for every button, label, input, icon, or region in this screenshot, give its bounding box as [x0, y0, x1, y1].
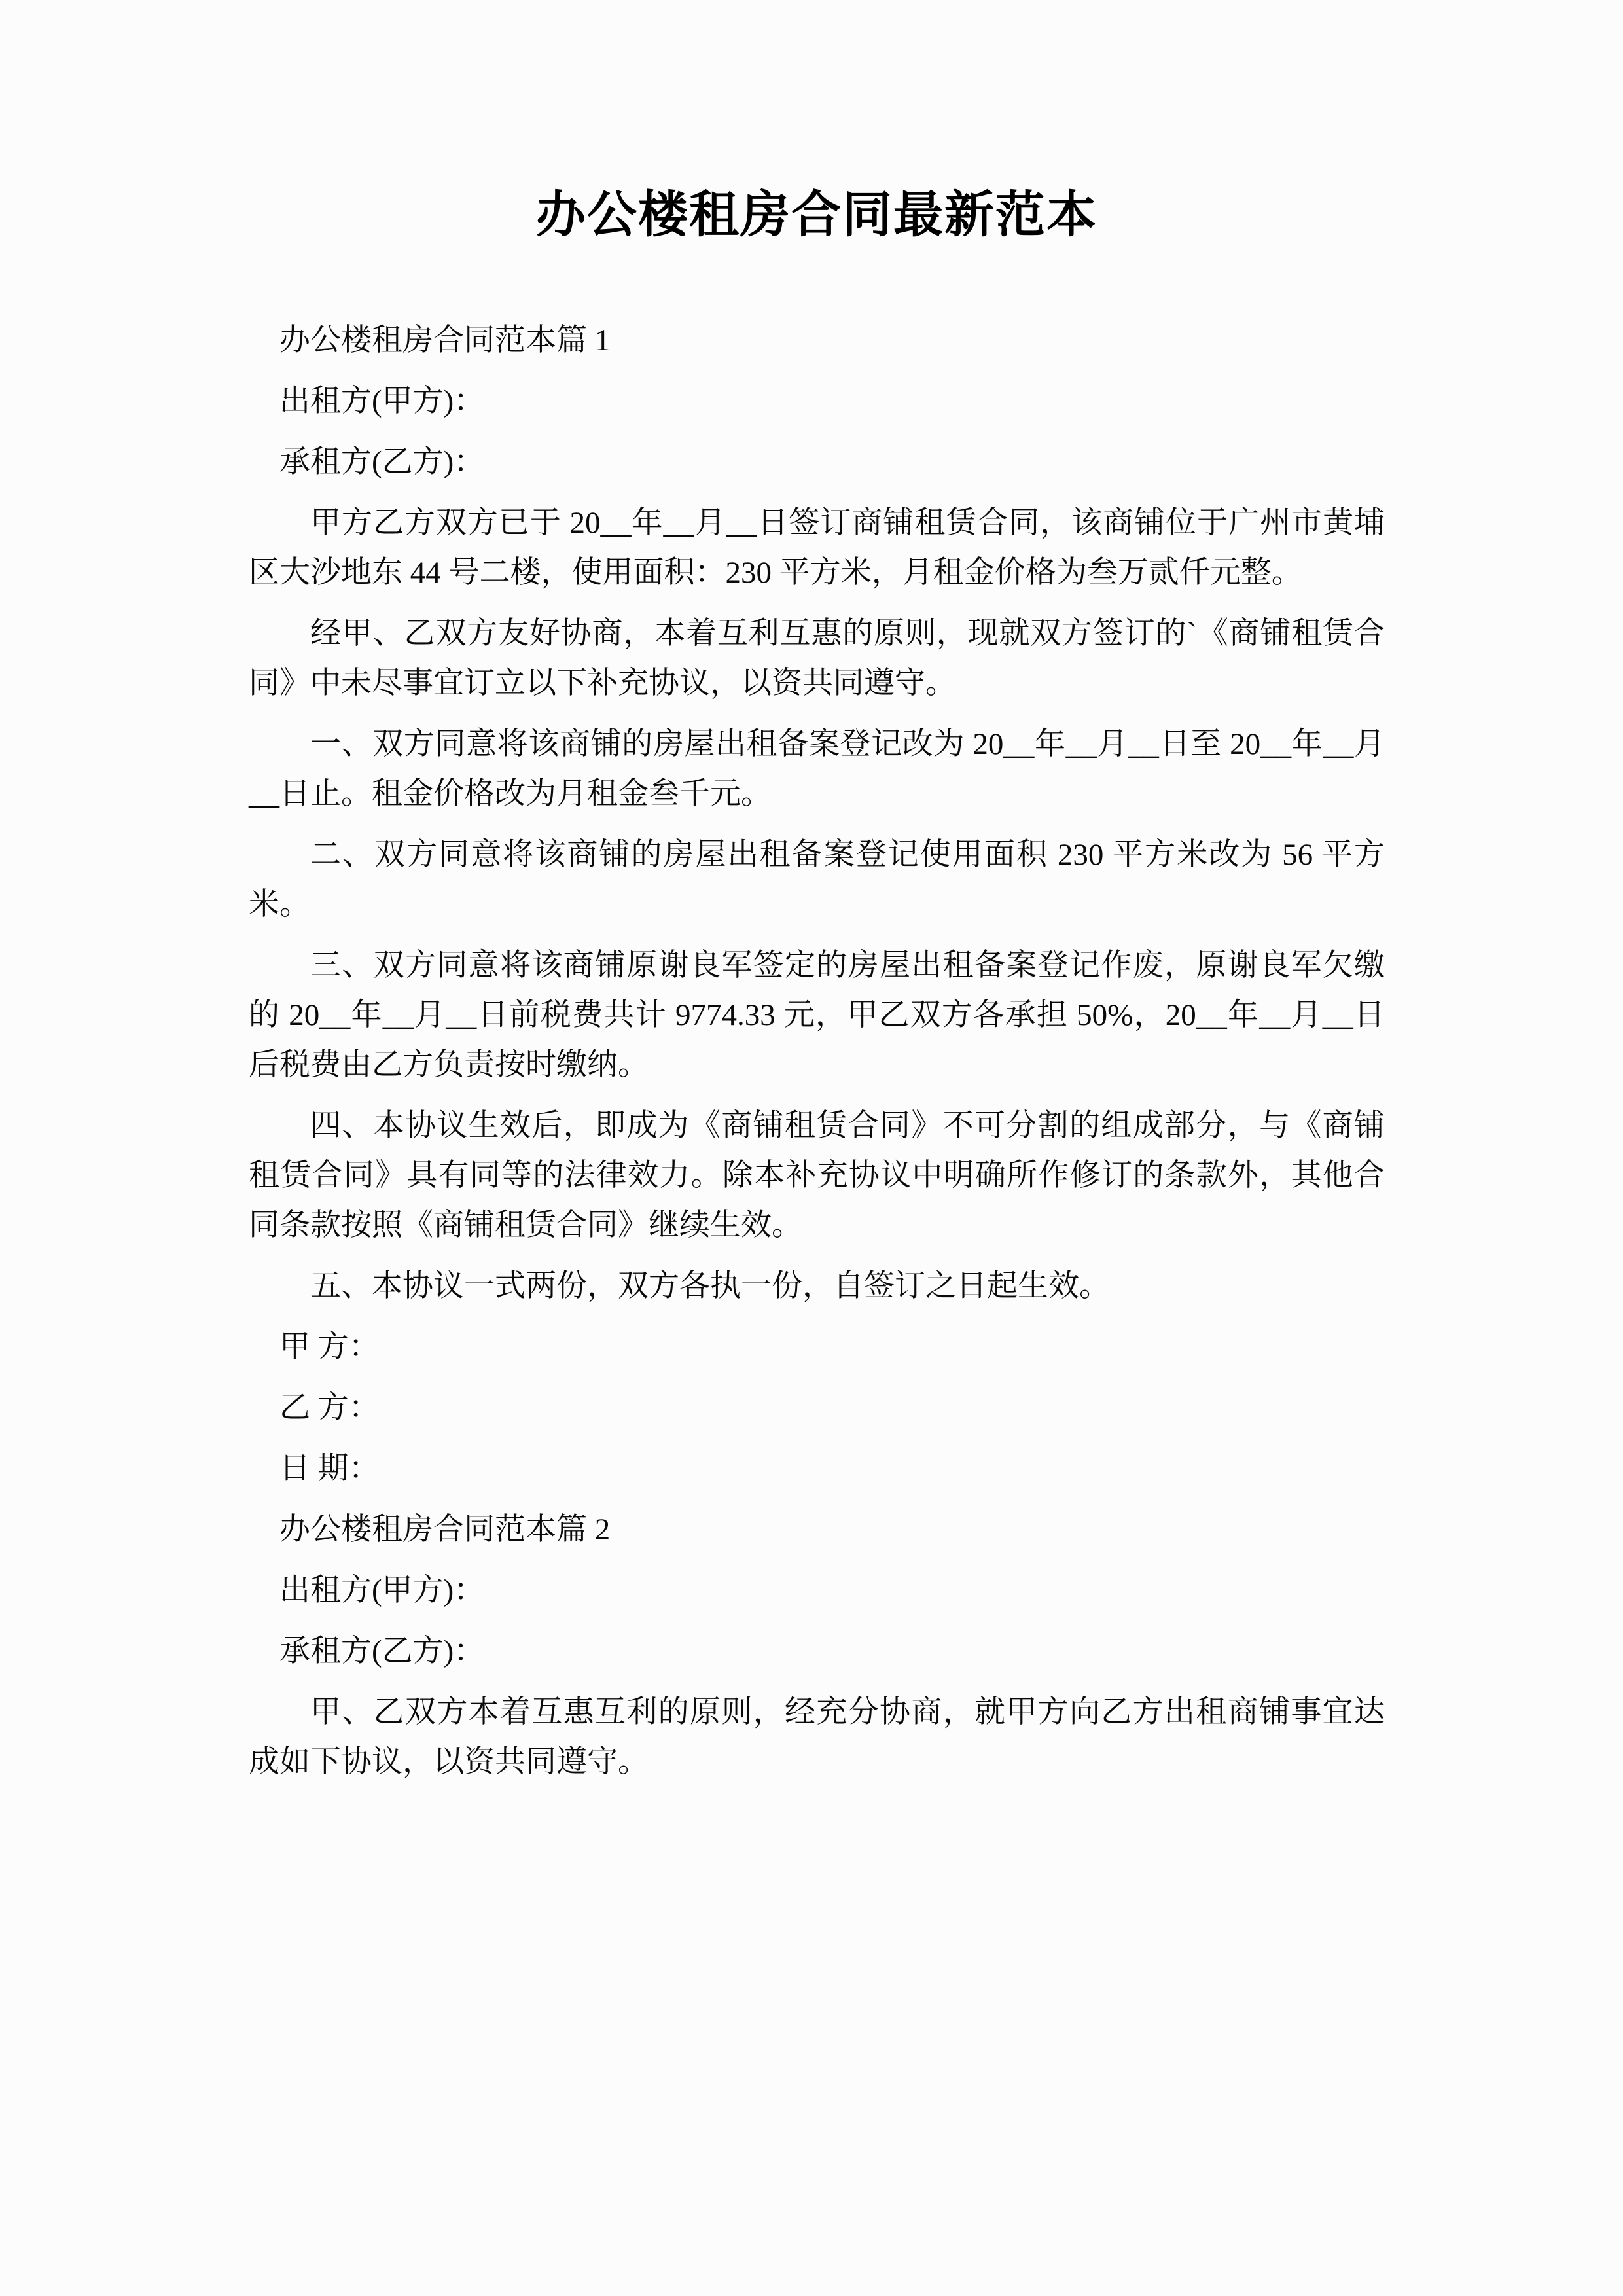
clause-four: 四、本协议生效后，即成为《商铺租赁合同》不可分割的组成部分，与《商铺租赁合同》具有同等的法律效力。除本补充协议中明确所作修订的条款外，其他合同条款按照《商铺租赁合同》继续生效。: [249, 1109, 1385, 1243]
clause-one: 一、双方同意将该商铺的房屋出租备案登记改为 20__年__月__日至 20__年__月__日止。租金价格改为月租金叁千元。: [249, 727, 1385, 812]
clause-two: 二、双方同意将该商铺的房屋出租备案登记使用面积 230 平方米改为 56 平方米。: [249, 838, 1385, 922]
lessee-label-2: 承租方(乙方)：: [279, 1634, 485, 1669]
clause-three: 三、双方同意将该商铺原谢良军签定的房屋出租备案登记作废，原谢良军欠缴的 20__年__月__日前税费共计 9774.33 元，甲乙双方各承担 50%，20__年__月__日后税费由乙方负责按时缴纳。: [249, 948, 1385, 1083]
document-content-column: [249, 0, 1385, 1798]
lessee-label-1: 承租方(乙方)：: [279, 445, 485, 480]
clause-five: 五、本协议一式两份，双方各执一份，自签订之日起生效。: [310, 1269, 1110, 1304]
preamble-contract-signed: 甲方乙方双方已于 20__年__月__日签订商铺租赁合同，该商铺位于广州市黄埔区大沙地东 44 号二楼，使用面积：230 平方米，月租金价格为叁万贰仟元整。: [249, 506, 1385, 590]
lessor-label-1: 出租方(甲方)：: [279, 384, 485, 419]
preamble-supplementary-agreement: 经甲、乙双方友好协商，本着互利互惠的原则，现就双方签订的`《商铺租赁合同》中未尽事宜订立以下补充协议，以资共同遵守。: [249, 617, 1385, 701]
signature-date: 日 期：: [279, 1452, 380, 1486]
preamble-sample-2: 甲、乙双方本着互惠互利的原则，经充分协商，就甲方向乙方出租商铺事宜达成如下协议，以资共同遵守。: [249, 1695, 1385, 1780]
lessor-label-2: 出租方(甲方)：: [279, 1573, 485, 1608]
sample-2-heading: 办公楼租房合同范本篇 2: [279, 1513, 611, 1547]
sample-1-heading: 办公楼租房合同范本篇 1: [279, 323, 611, 358]
page-title: 办公楼租房合同最新范本: [536, 187, 1097, 243]
document-body: [249, 315, 1385, 1798]
signature-party-b: 乙 方：: [279, 1391, 380, 1426]
signature-party-a: 甲 方：: [279, 1330, 380, 1365]
